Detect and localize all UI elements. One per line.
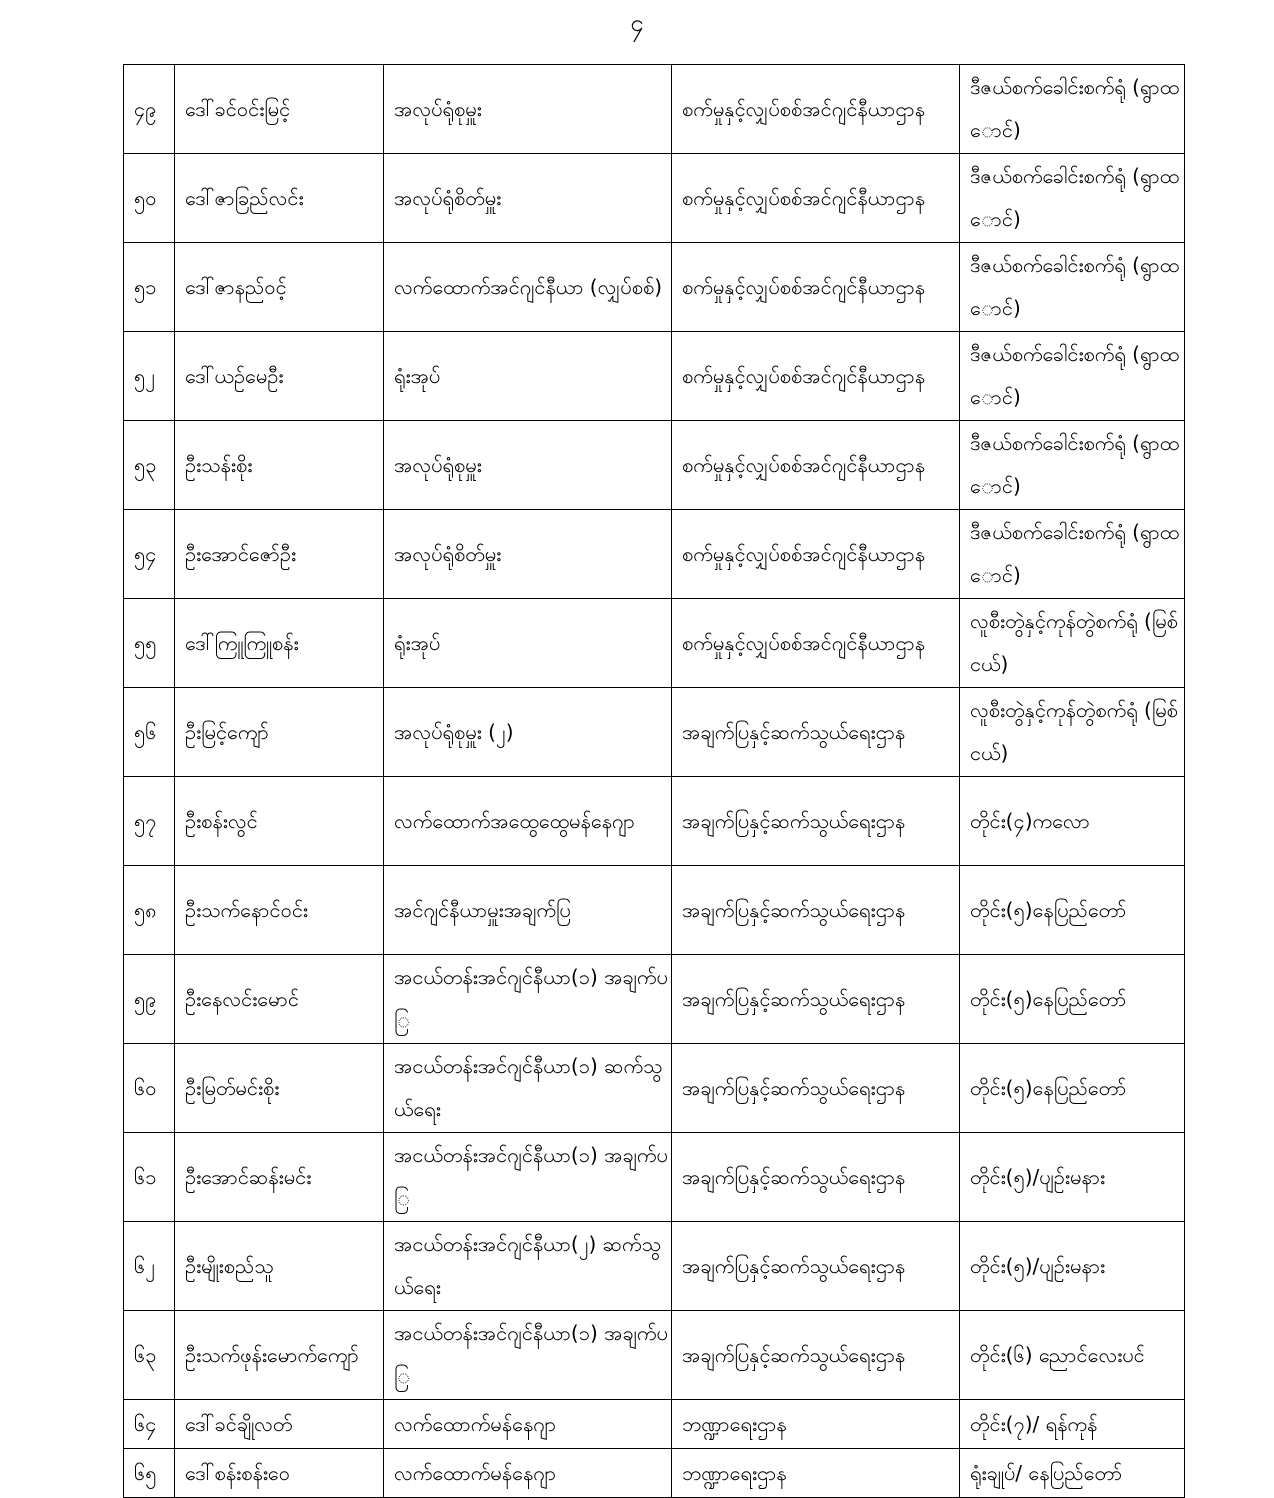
row-number: ၅၀: [124, 154, 175, 243]
row-number: ၅၁: [124, 243, 175, 332]
row-number: ၅၃: [124, 421, 175, 510]
staff-department: အချက်ပြနှင့်ဆက်သွယ်ရေးဌာန: [672, 688, 960, 777]
staff-location: ရုံးချုပ်/ နေပြည်တော်: [960, 1449, 1185, 1498]
staff-name: ဒေါ်စန်းစန်းဝေ: [175, 1449, 384, 1498]
staff-position: လက်ထောက်မန်နေဂျာ: [384, 1400, 672, 1449]
table-row: [124, 154, 1185, 243]
staff-department: အချက်ပြနှင့်ဆက်သွယ်ရေးဌာန: [672, 866, 960, 955]
table-row: [124, 777, 1185, 866]
staff-department: စက်မှုနှင့်လျှပ်စစ်အင်ဂျင်နီယာဌာန: [672, 599, 960, 688]
table-row: [124, 65, 1185, 154]
staff-department: အချက်ပြနှင့်ဆက်သွယ်ရေးဌာန: [672, 777, 960, 866]
staff-position: အလုပ်ရုံစုမှူး: [384, 65, 672, 154]
staff-name: ဦးမြင့်ကျော်: [175, 688, 384, 777]
staff-location: ဒီဇယ်စက်ခေါင်းစက်ရုံ (ရွာထောင်): [960, 154, 1185, 243]
row-number: ၅၆: [124, 688, 175, 777]
staff-location: တိုင်း(၅)နေပြည်တော်: [960, 866, 1185, 955]
table-row: [124, 688, 1185, 777]
staff-location: တိုင်း(၅)နေပြည်တော်: [960, 1044, 1185, 1133]
staff-department: ဘဏ္ဍာရေးဌာန: [672, 1449, 960, 1498]
row-number: ၅၄: [124, 510, 175, 599]
table-row: [124, 1449, 1185, 1498]
table-row: [124, 510, 1185, 599]
row-number: ၆၀: [124, 1044, 175, 1133]
staff-position: လက်ထောက်အင်ဂျင်နီယာ (လျှပ်စစ်): [384, 243, 672, 332]
table-row: [124, 421, 1185, 510]
row-number: ၅၈: [124, 866, 175, 955]
table-row: [124, 955, 1185, 1044]
staff-position: အလုပ်ရုံစိတ်မှူး: [384, 154, 672, 243]
staff-department: အချက်ပြနှင့်ဆက်သွယ်ရေးဌာန: [672, 1044, 960, 1133]
staff-department: ဘဏ္ဍာရေးဌာန: [672, 1400, 960, 1449]
table-row: [124, 243, 1185, 332]
staff-location: တိုင်း(၇)/ ရန်ကုန်: [960, 1400, 1185, 1449]
staff-department: စက်မှုနှင့်လျှပ်စစ်အင်ဂျင်နီယာဌာန: [672, 65, 960, 154]
staff-department: အချက်ပြနှင့်ဆက်သွယ်ရေးဌာန: [672, 1133, 960, 1222]
staff-name: ဒေါ်ဇာနည်ဝင့်: [175, 243, 384, 332]
staff-position: အလုပ်ရုံစုမှူး: [384, 421, 672, 510]
staff-position: လက်ထောက်မန်နေဂျာ: [384, 1449, 672, 1498]
table-row: [124, 599, 1185, 688]
page-number: ၄: [630, 9, 644, 37]
staff-name: ဦးသက်ဖုန်းမောက်ကျော်: [175, 1311, 384, 1400]
staff-name: ဦးသက်နောင်ဝင်း: [175, 866, 384, 955]
staff-department: အချက်ပြနှင့်ဆက်သွယ်ရေးဌာန: [672, 955, 960, 1044]
staff-position: အငယ်တန်းအင်ဂျင်နီယာ(၁) အချက်ပြ: [384, 955, 672, 1044]
staff-location: ဒီဇယ်စက်ခေါင်းစက်ရုံ (ရွာထောင်): [960, 243, 1185, 332]
table-row: [124, 1400, 1185, 1449]
staff-location: ဒီဇယ်စက်ခေါင်းစက်ရုံ (ရွာထောင်): [960, 421, 1185, 510]
staff-position: အင်ဂျင်နီယာမှူးအချက်ပြ: [384, 866, 672, 955]
staff-location: တိုင်း(၅)နေပြည်တော်: [960, 955, 1185, 1044]
staff-name: ဦးမြတ်မင်းစိုး: [175, 1044, 384, 1133]
staff-table: [123, 64, 1185, 1498]
staff-position: အငယ်တန်းအင်ဂျင်နီယာ(၂) ဆက်သွယ်ရေး: [384, 1222, 672, 1311]
staff-department: စက်မှုနှင့်လျှပ်စစ်အင်ဂျင်နီယာဌာန: [672, 332, 960, 421]
row-number: ၅၅: [124, 599, 175, 688]
staff-name: ဦးမျိုးစည်သူ: [175, 1222, 384, 1311]
staff-position: အလုပ်ရုံစုမှူး (၂): [384, 688, 672, 777]
table-row: [124, 1222, 1185, 1311]
staff-name: ဒေါ်ကြူကြူစန်း: [175, 599, 384, 688]
staff-department: စက်မှုနှင့်လျှပ်စစ်အင်ဂျင်နီယာဌာန: [672, 243, 960, 332]
staff-department: စက်မှုနှင့်လျှပ်စစ်အင်ဂျင်နီယာဌာန: [672, 154, 960, 243]
staff-position: အငယ်တန်းအင်ဂျင်နီယာ(၁) ဆက်သွယ်ရေး: [384, 1044, 672, 1133]
staff-department: အချက်ပြနှင့်ဆက်သွယ်ရေးဌာန: [672, 1222, 960, 1311]
staff-name: ဒေါ်ဇာခြည်လင်း: [175, 154, 384, 243]
staff-position: အငယ်တန်းအင်ဂျင်နီယာ(၁) အချက်ပြ: [384, 1133, 672, 1222]
staff-name: ဒေါ်ခင်ချိုလတ်: [175, 1400, 384, 1449]
staff-location: ဒီဇယ်စက်ခေါင်းစက်ရုံ (ရွာထောင်): [960, 332, 1185, 421]
staff-name: ဒေါ်ခင်ဝင်းမြင့်: [175, 65, 384, 154]
row-number: ၅၉: [124, 955, 175, 1044]
staff-location: တိုင်း(၅)/ပျဉ်းမနား: [960, 1222, 1185, 1311]
staff-name: ဦးသန်းစိုး: [175, 421, 384, 510]
staff-department: စက်မှုနှင့်လျှပ်စစ်အင်ဂျင်နီယာဌာန: [672, 421, 960, 510]
staff-name: ဦးနေလင်းမောင်: [175, 955, 384, 1044]
row-number: ၅၇: [124, 777, 175, 866]
staff-location: လူစီးတွဲနှင့်ကုန်တွဲစက်ရုံ (မြစ်ငယ်): [960, 688, 1185, 777]
staff-location: တိုင်း(၅)/ပျဉ်းမနား: [960, 1133, 1185, 1222]
staff-name: ဦးအောင်ဇော်ဦး: [175, 510, 384, 599]
staff-location: တိုင်း(၆) ညောင်လေးပင်: [960, 1311, 1185, 1400]
row-number: ၄၉: [124, 65, 175, 154]
row-number: ၆၁: [124, 1133, 175, 1222]
staff-location: ဒီဇယ်စက်ခေါင်းစက်ရုံ (ရွာထောင်): [960, 65, 1185, 154]
staff-department: စက်မှုနှင့်လျှပ်စစ်အင်ဂျင်နီယာဌာန: [672, 510, 960, 599]
row-number: ၆၂: [124, 1222, 175, 1311]
staff-location: ဒီဇယ်စက်ခေါင်းစက်ရုံ (ရွာထောင်): [960, 510, 1185, 599]
table-row: [124, 1311, 1185, 1400]
table-row: [124, 866, 1185, 955]
staff-department: အချက်ပြနှင့်ဆက်သွယ်ရေးဌာန: [672, 1311, 960, 1400]
staff-position: အငယ်တန်းအင်ဂျင်နီယာ(၁) အချက်ပြ: [384, 1311, 672, 1400]
row-number: ၆၅: [124, 1449, 175, 1498]
row-number: ၆၄: [124, 1400, 175, 1449]
row-number: ၅၂: [124, 332, 175, 421]
staff-position: ရုံးအုပ်: [384, 599, 672, 688]
staff-location: လူစီးတွဲနှင့်ကုန်တွဲစက်ရုံ (မြစ်ငယ်): [960, 599, 1185, 688]
table-row: [124, 1133, 1185, 1222]
staff-name: ဒေါ်ယဉ်မေဦး: [175, 332, 384, 421]
staff-position: ရုံးအုပ်: [384, 332, 672, 421]
staff-location: တိုင်း(၄)ကလော: [960, 777, 1185, 866]
row-number: ၆၃: [124, 1311, 175, 1400]
staff-position: အလုပ်ရုံစိတ်မှူး: [384, 510, 672, 599]
table-row: [124, 332, 1185, 421]
staff-position: လက်ထောက်အထွေထွေမန်နေဂျာ: [384, 777, 672, 866]
staff-name: ဦးစန်းလွင်: [175, 777, 384, 866]
table-row: [124, 1044, 1185, 1133]
staff-name: ဦးအောင်ဆန်းမင်း: [175, 1133, 384, 1222]
